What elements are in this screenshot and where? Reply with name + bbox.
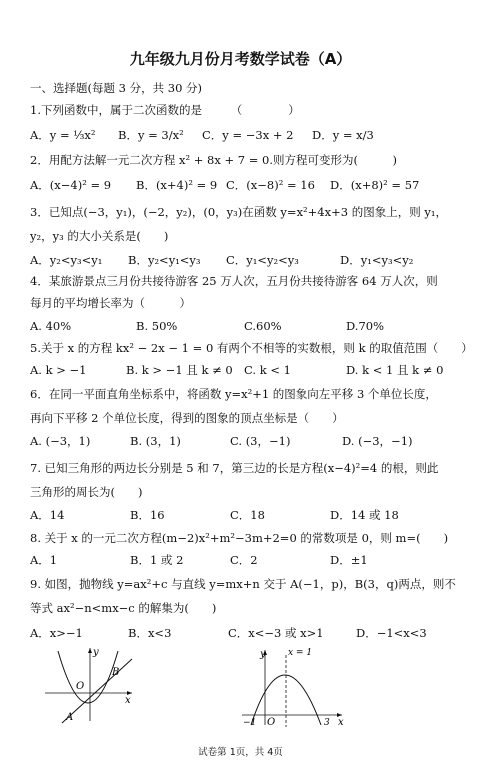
q1-option-c[interactable]: C．y = −3x + 2 — [202, 128, 294, 142]
q4-stem-line2: 每月的平均增长率为（ ） — [30, 296, 191, 310]
fig2-label-3: 3 — [324, 718, 330, 727]
figure-parabola-axis — [238, 645, 350, 727]
fig2-label-y: y — [260, 649, 266, 660]
q3-option-d[interactable]: D．y₁<y₃<y₂ — [340, 253, 414, 267]
q4-option-b[interactable]: B. 50% — [136, 319, 178, 333]
q3-option-b[interactable]: B．y₂<y₁<y₃ — [128, 253, 201, 267]
q7-option-b[interactable]: B．16 — [130, 508, 165, 522]
fig1-label-b: B — [112, 667, 120, 678]
q2-stem: 2．用配方法解一元二次方程 x² + 8x + 7 = 0.则方程可变形为( ) — [30, 153, 397, 167]
q6-option-d[interactable]: D. (−3，−1) — [342, 434, 413, 448]
q8-option-a[interactable]: A．1 — [30, 553, 58, 567]
q6-option-c[interactable]: C. (3，−1) — [230, 434, 291, 448]
fig1-label-o: O — [76, 681, 85, 692]
q9-option-a[interactable]: A．x>−1 — [30, 626, 83, 640]
q9-stem-line2: 等式 ax²−n<mx−c 的解集为( ) — [30, 601, 217, 615]
q3-stem-line2: y₂，y₃ 的大小关系是( ) — [30, 229, 169, 243]
q1-option-b[interactable]: B．y = 3/x² — [118, 128, 184, 142]
exam-title: 九年级九月份月考数学试卷（A） — [129, 50, 352, 68]
fig2-label-neg1: −1 — [243, 718, 257, 727]
q2-option-c[interactable]: C．(x−8)² = 16 — [226, 178, 315, 192]
q3-stem-line1: 3．已知点(−3，y₁)，(−2，y₂)，(0，y₃)在函数 y=x²+4x+3 的图象上，则 y₁， — [30, 205, 447, 219]
q8-option-d[interactable]: D．±1 — [330, 553, 368, 567]
q9-option-c[interactable]: C．x<−3 或 x>1 — [228, 626, 324, 640]
fig1-label-y: y — [93, 647, 99, 658]
q8-option-c[interactable]: C．2 — [230, 553, 258, 567]
fig2-label-axis: x = 1 — [288, 648, 313, 658]
q6-option-a[interactable]: A. (−3，1) — [30, 434, 91, 448]
q1-option-a[interactable]: A．y = ⅓x² — [30, 128, 96, 142]
fig1-label-x: x — [125, 695, 131, 706]
q5-option-c[interactable]: C. k < 1 — [244, 363, 291, 377]
q7-stem-line1: 7. 已知三角形的两边长分别是 5 和 7，第三边的长是方程(x−4)²=4 的根，则此 — [30, 461, 439, 475]
q5-option-d[interactable]: D. k < 1 且 k ≠ 0 — [346, 363, 444, 377]
q6-stem-line2: 再向下平移 2 个单位长度，得到的图象的顶点坐标是（ ） — [30, 411, 344, 425]
q1-option-d[interactable]: D．y = x/3 — [312, 128, 374, 142]
q7-option-d[interactable]: D．14 或 18 — [330, 508, 399, 522]
figure-parabola-line — [40, 645, 140, 725]
q9-option-b[interactable]: B．x<3 — [128, 626, 172, 640]
q6-option-b[interactable]: B. (3，1) — [130, 434, 181, 448]
section-heading: 一、选择题(每题 3 分，共 30 分) — [30, 81, 203, 95]
q7-stem-line2: 三角形的周长为( ) — [30, 485, 143, 499]
q5-option-b[interactable]: B. k > −1 且 k ≠ 0 — [126, 363, 233, 377]
fig2-label-o: O — [267, 717, 276, 727]
q3-option-a[interactable]: A．y₂<y₃<y₁ — [30, 253, 103, 267]
q8-stem: 8. 关于 x 的一元二次方程(m−2)x²+m²−3m+2=0 的常数项是 0，则 m=( ) — [30, 531, 449, 545]
q2-option-b[interactable]: B．(x+4)² = 9 — [136, 178, 218, 192]
q9-option-d[interactable]: D．−1<x<3 — [356, 626, 427, 640]
fig1-label-a: A — [66, 712, 74, 723]
q4-option-d[interactable]: D.70% — [346, 319, 385, 333]
q5-option-a[interactable]: A. k > −1 — [30, 363, 87, 377]
page-footer: 试卷第 1页，共 4页 — [198, 747, 283, 758]
fig2-label-x: x — [338, 717, 344, 727]
q4-option-a[interactable]: A. 40% — [30, 319, 72, 333]
q2-option-a[interactable]: A．(x−4)² = 9 — [30, 178, 112, 192]
q8-option-b[interactable]: B．1 或 2 — [130, 553, 184, 567]
q4-stem-line1: 4．某旅游景点三月份共接待游客 25 万人次，五月份共接待游客 64 万人次，则 — [30, 274, 438, 288]
q4-option-c[interactable]: C.60% — [244, 319, 282, 333]
q3-option-c[interactable]: C．y₁<y₂<y₃ — [226, 253, 299, 267]
q5-stem: 5.关于 x 的方程 kx² − 2x − 1 = 0 有两个不相等的实数根，则 k 的取值范围（ ） — [30, 341, 473, 355]
q1-stem: 1.下列函数中，属于二次函数的是 （ ） — [30, 103, 300, 117]
q2-option-d[interactable]: D．(x+8)² = 57 — [330, 178, 420, 192]
q7-option-c[interactable]: C．18 — [230, 508, 265, 522]
q9-stem-line1: 9. 如图，抛物线 y=ax²+c 与直线 y=mx+n 交于 A(−1，p)，B(3，q)两点，则不 — [30, 577, 456, 591]
q7-option-a[interactable]: A．14 — [30, 508, 65, 522]
q6-stem-line1: 6．在同一平面直角坐标系中，将函数 y=x²+1 的图象向左平移 3 个单位长度， — [30, 387, 437, 401]
